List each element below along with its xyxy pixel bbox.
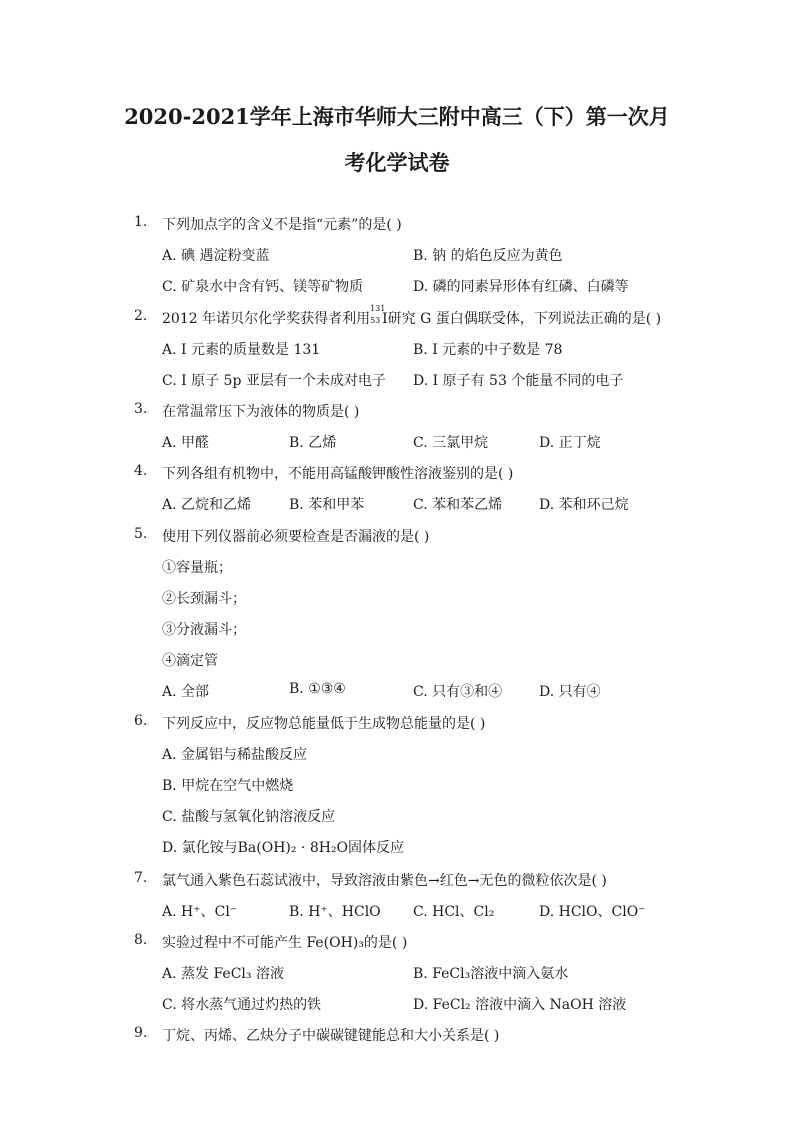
option-d[interactable]: D. I 原子有 53 个能量不同的电子	[413, 373, 624, 389]
option-c[interactable]: C. 三氯甲烷	[413, 435, 489, 451]
question-stem: 使用下列仪器前必须要检查是否漏液的是( )	[162, 529, 430, 545]
option-b[interactable]: B. 钠 的焰色反应为黄色	[413, 248, 563, 264]
option-d[interactable]: D. 只有④	[539, 684, 601, 700]
question-number: 1.	[134, 214, 148, 230]
option-d[interactable]: D. 正丁烷	[539, 435, 601, 451]
question-number: 6.	[134, 713, 148, 729]
option-b[interactable]: B. ①③④	[289, 681, 346, 697]
isotope-notation	[370, 304, 386, 325]
option-b[interactable]: B. 乙烯	[289, 435, 337, 451]
option-b[interactable]: B. H⁺、HClO	[289, 904, 381, 920]
title-line-1: 2020-2021学年上海市华师大三附中高三（下）第一次月	[124, 104, 670, 129]
option-c[interactable]: C. 苯和苯乙烯	[413, 497, 503, 513]
option-b[interactable]: B. 甲烷在空气中燃烧	[162, 778, 294, 794]
option-c[interactable]: C. I 原子 5p 亚层有一个未成对电子	[162, 373, 386, 389]
option-c[interactable]: C. 盐酸与氢氧化钠溶液反应	[162, 809, 336, 825]
question-stem: 氯气通入紫色石蕊试液中，导致溶液由紫色→红色→无色的微粒依次是( )	[162, 873, 607, 889]
option-b[interactable]: B. 苯和甲苯	[289, 497, 365, 513]
atomic-number: 53	[370, 316, 381, 325]
question-number: 2.	[134, 308, 148, 324]
question-stem: 下列各组有机物中，不能用高锰酸钾酸性溶液鉴别的是( )	[162, 466, 514, 482]
option-b[interactable]: B. FeCl₃溶液中滴入氨水	[413, 966, 569, 982]
option-a[interactable]: A. 蒸发 FeCl₃ 溶液	[162, 966, 284, 982]
option-a[interactable]: A. I 元素的质量数是 131	[162, 342, 321, 358]
question-number: 4.	[134, 463, 148, 479]
question-number: 8.	[134, 932, 148, 948]
option-d[interactable]: D. HClO、ClO⁻	[539, 904, 646, 920]
option-c[interactable]: C. 将水蒸气通过灼热的铁	[162, 997, 322, 1013]
option-d[interactable]: D. FeCl₂ 溶液中滴入 NaOH 溶液	[413, 997, 627, 1013]
item-1: ①容量瓶；	[162, 560, 232, 576]
option-a[interactable]: A. 全部	[162, 684, 210, 700]
title-line-2: 考化学试卷	[344, 150, 450, 175]
mass-number: 131	[370, 304, 386, 313]
question-number: 9.	[134, 1025, 148, 1041]
question-stem: 下列反应中，反应物总能量低于生成物总能量的是( )	[162, 716, 486, 732]
question-stem	[162, 304, 662, 328]
item-2: ②长颈漏斗；	[162, 591, 246, 607]
option-d[interactable]: D. 氯化铵与Ba(OH)₂ · 8H₂O固体反应	[162, 840, 405, 856]
question-stem: 丁烷、丙烯、乙炔分子中碳碳键键能总和大小关系是( )	[162, 1028, 500, 1044]
option-a[interactable]: A. H⁺、Cl⁻	[162, 904, 238, 920]
stem-text-post: 研究 G 蛋白偶联受体，下列说法正确的是( )	[387, 311, 662, 327]
option-a[interactable]: A. 乙烷和乙烯	[162, 497, 252, 513]
question-number: 7.	[134, 870, 148, 886]
question-stem: 实验过程中不可能产生 Fe(OH)₃的是( )	[162, 935, 408, 951]
option-c[interactable]: C. HCl、Cl₂	[413, 904, 495, 920]
option-a[interactable]: A. 碘 遇淀粉变蓝	[162, 248, 270, 264]
item-3: ③分液漏斗；	[162, 622, 246, 638]
option-d[interactable]: D. 苯和环己烷	[539, 497, 629, 513]
question-stem: 在常温常压下为液体的物质是( )	[162, 404, 360, 420]
item-4: ④滴定管	[162, 653, 218, 669]
option-d[interactable]: D. 磷的同素异形体有红磷、白磷等	[413, 279, 629, 295]
option-a[interactable]: A. 甲醛	[162, 435, 210, 451]
option-b[interactable]: B. I 元素的中子数是 78	[413, 342, 563, 358]
stem-text-pre: 2012 年诺贝尔化学奖获得者利用	[162, 311, 371, 327]
option-a[interactable]: A. 金属铝与稀盐酸反应	[162, 747, 308, 763]
option-c[interactable]: C. 矿泉水中含有钙、镁等矿物质	[162, 279, 364, 295]
question-number: 5.	[134, 526, 148, 542]
question-stem: 下列加点字的含义不是指“元素”的是( )	[162, 217, 402, 233]
element-symbol: I	[382, 311, 388, 327]
question-number: 3.	[134, 401, 148, 417]
option-c[interactable]: C. 只有③和④	[413, 684, 503, 700]
